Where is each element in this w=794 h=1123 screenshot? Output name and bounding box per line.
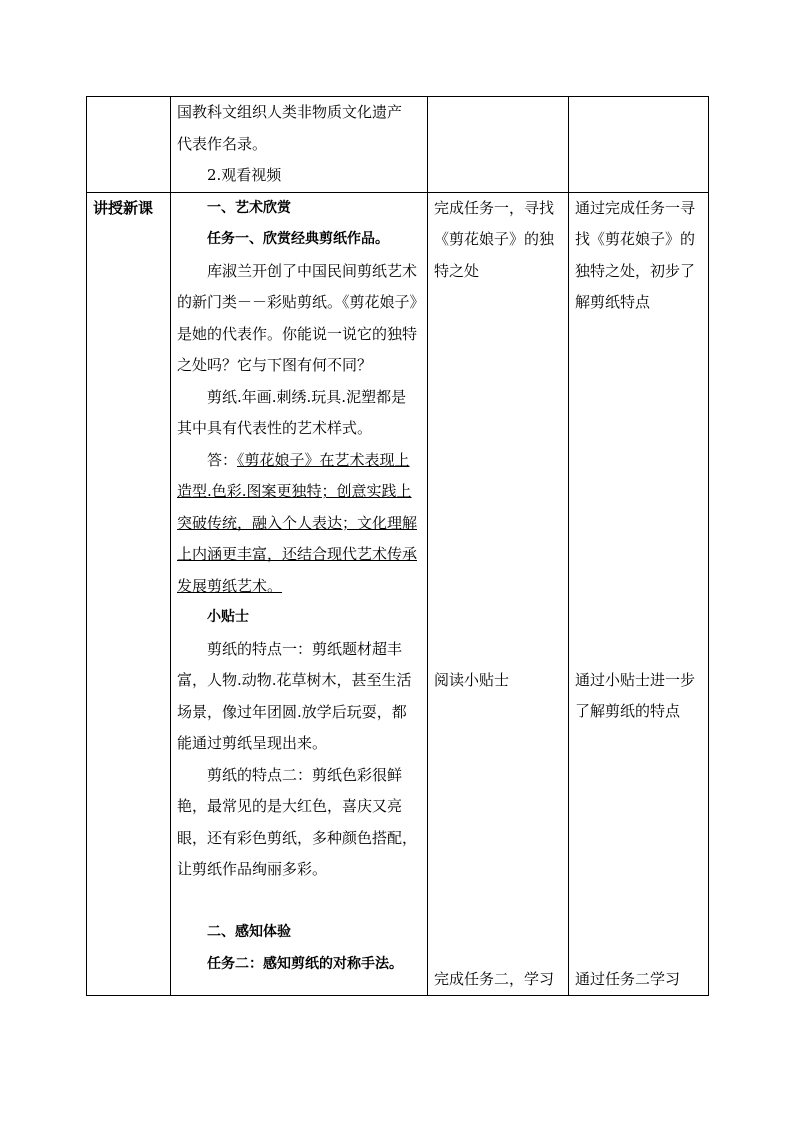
design-intent-cell	[569, 97, 709, 193]
paragraph-art-forms: 剪纸.年画.刺绣.玩具.泥塑都是其中具有代表性的艺术样式。	[177, 387, 407, 437]
tip-title: 小贴士	[207, 609, 249, 625]
table-row-main	[87, 192, 709, 996]
heading-perception: 二、感知体验	[207, 924, 291, 940]
design-intent-three: 通过任务二学习	[575, 969, 681, 988]
student-activity-three: 完成任务二，学习	[434, 969, 555, 988]
answer-prefix: 答：	[207, 450, 238, 469]
section-cell-empty	[87, 97, 171, 193]
task-one-title: 任务一、欣赏经典剪纸作品。	[207, 231, 389, 247]
teacher-activity-cell	[171, 97, 428, 193]
tip-feature-one: 剪纸的特点一：剪纸题材超丰富，人物.动物.花草树木，甚至生活场景，像过年团圆.放学后玩耍，都能通过剪纸呈现出来。	[177, 639, 412, 752]
student-activity-cell	[428, 97, 569, 193]
answer-text: 《剪花娘子》在艺术表现上造型.色彩.图案更独特；创意实践上突破传统，融入个人表达；文化理解上内涵更丰富，还结合现代艺术传承发展剪纸艺术。	[177, 450, 418, 595]
design-intent-two: 通过小贴士进一步了解剪纸的特点	[575, 670, 696, 720]
tip-feature-two: 剪纸的特点二：剪纸色彩很鲜艳，最常见的是大红色，喜庆又亮眼，还有彩色剪纸，多种颜色搭配，让剪纸作品绚丽多彩。	[177, 765, 418, 878]
answer-paragraph	[177, 445, 421, 603]
lesson-plan-table	[86, 96, 709, 996]
student-activity-one: 完成任务一，寻找《剪花娘子》的独特之处	[434, 198, 555, 280]
student-activity-cell	[428, 192, 569, 996]
intro-line-2: 代表作名录。	[177, 134, 268, 153]
table-row-intro	[87, 97, 709, 193]
spacer	[177, 886, 421, 918]
intro-line-1: 国教科文组织人类非物质文化遗产	[177, 103, 403, 121]
design-intent-one: 通过完成任务一寻找《剪花娘子》的独特之处，初步了解剪纸特点	[575, 198, 696, 311]
teacher-activity-cell	[171, 192, 428, 996]
heading-art-appreciation: 一、艺术欣赏	[207, 199, 291, 216]
student-activity-two: 阅读小贴士	[434, 670, 510, 689]
video-step: 2.观看视频	[207, 166, 282, 184]
design-intent-cell	[569, 192, 709, 996]
task-two-title: 任务二：感知剪纸的对称手法。	[207, 955, 403, 972]
section-label: 讲授新课	[87, 192, 171, 996]
paragraph-kushulan: 库淑兰开创了中国民间剪纸艺术的新门类－－彩贴剪纸。《剪花娘子》是她的代表作。你能说一说它的独特之处吗？它与下图有何不同？	[177, 261, 418, 374]
